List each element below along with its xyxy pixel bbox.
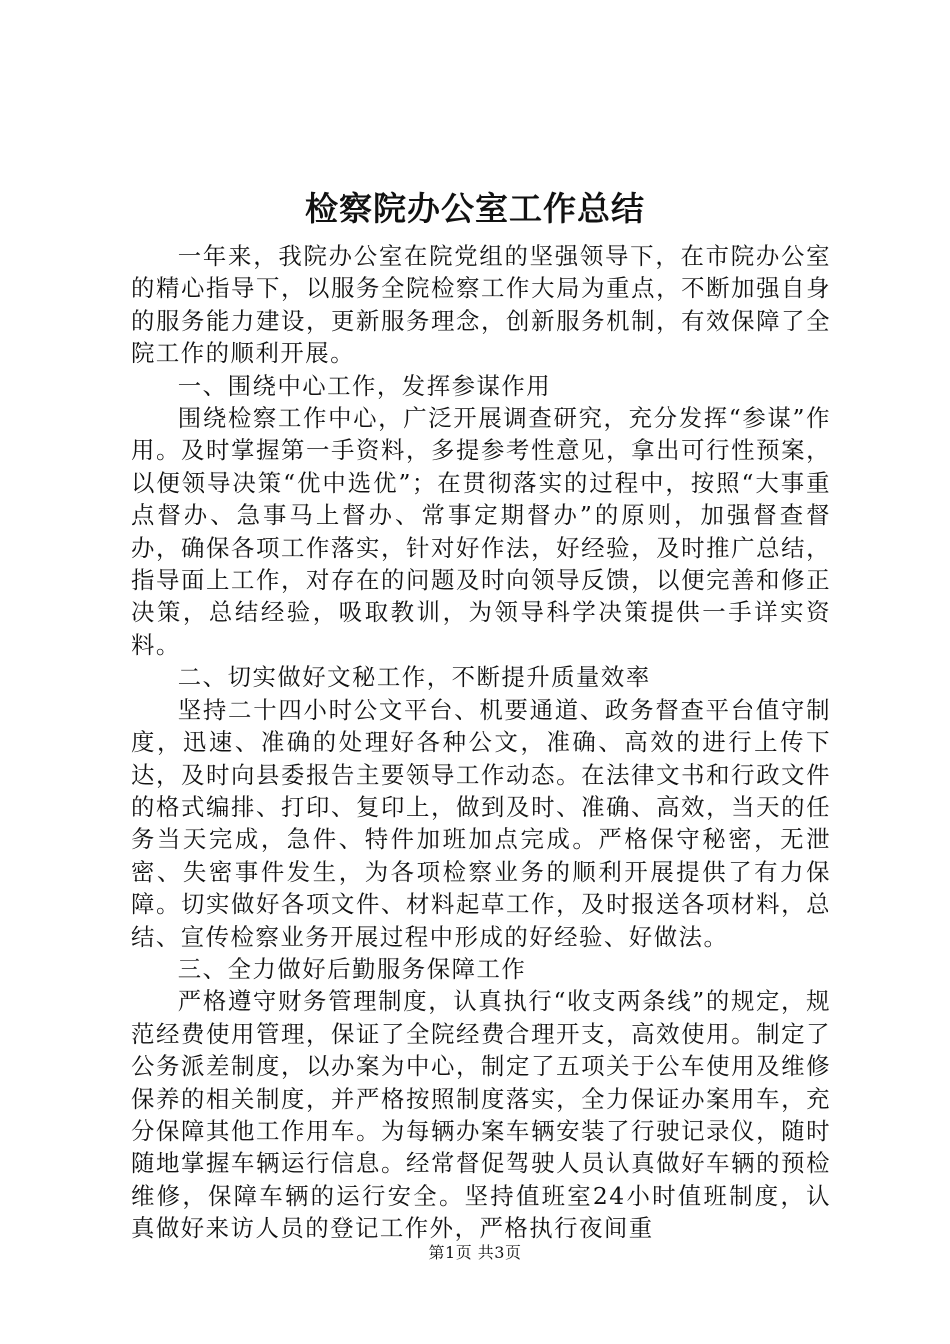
document-body	[131, 240, 831, 1245]
section-heading-1: 一、围绕中心工作，发挥参谋作用	[177, 371, 552, 400]
page-footer: 第1页 共3页	[428, 1243, 522, 1262]
section-heading-3: 三、全力做好后勤服务保障工作	[177, 954, 527, 983]
section-paragraph-1: 围绕检察工作中心，广泛开展调查研究，充分发挥“参谋”作用。及时掌握第一手资料，多提参考性意见，拿出可行性预案，以便领导决策“优中选优”；在贯彻落实的过程中，按照“大事重点督办、急事马上督办、常事定期督办”的原则，加强督查督办，确保各项工作落实，针对好作法，好经验，及时推广总结，指导面上工作，对存在的问题及时向领导反馈，以便完善和修正决策，总结经验，吸取教训，为领导科学决策提供一手详实资料。	[131, 404, 831, 659]
section-paragraph-2: 坚持二十四小时公文平台、机要通道、政务督查平台值守制度，迅速、准确的处理好各种公文，准确、高效的进行上传下达，及时向县委报告主要领导工作动态。在法律文书和行政文件的格式编排、打印、复印上，做到及时、准确、高效，当天的任务当天完成，急件、特件加班加点完成。严格保守秘密，无泄密、失密事件发生，为各项检察业务的顺利开展提供了有力保障。切实做好各项文件、材料起草工作，及时报送各项材料，总结、宣传检察业务开展过程中形成的好经验、好做法。	[131, 695, 831, 951]
section-paragraph-3: 严格遵守财务管理制度，认真执行“收支两条线”的规定，规范经费使用管理，保证了全院经费合理开支，高效使用。制定了公务派差制度，以办案为中心，制定了五项关于公车使用及维修保养的相关制度，并严格按照制度落实，全力保证办案用车，充分保障其他工作用车。为每辆办案车辆安装了行驶记录仪，随时随地掌握车辆运行信息。经常督促驾驶人员认真做好车辆的预检维修，保障车辆的运行安全。坚持值班室24小时值班制度，认真做好来访人员的登记工作外，严格执行夜间重	[131, 987, 831, 1243]
document-title: 检察院办公室工作总结	[305, 189, 645, 228]
section-heading-2: 二、切实做好文秘工作，不断提升质量效率	[177, 663, 651, 692]
intro-paragraph: 一年来，我院办公室在院党组的坚强领导下，在市院办公室的精心指导下，以服务全院检察工作大局为重点，不断加强自身的服务能力建设，更新服务理念，创新服务机制，有效保障了全院工作的顺利开展。	[131, 242, 831, 368]
